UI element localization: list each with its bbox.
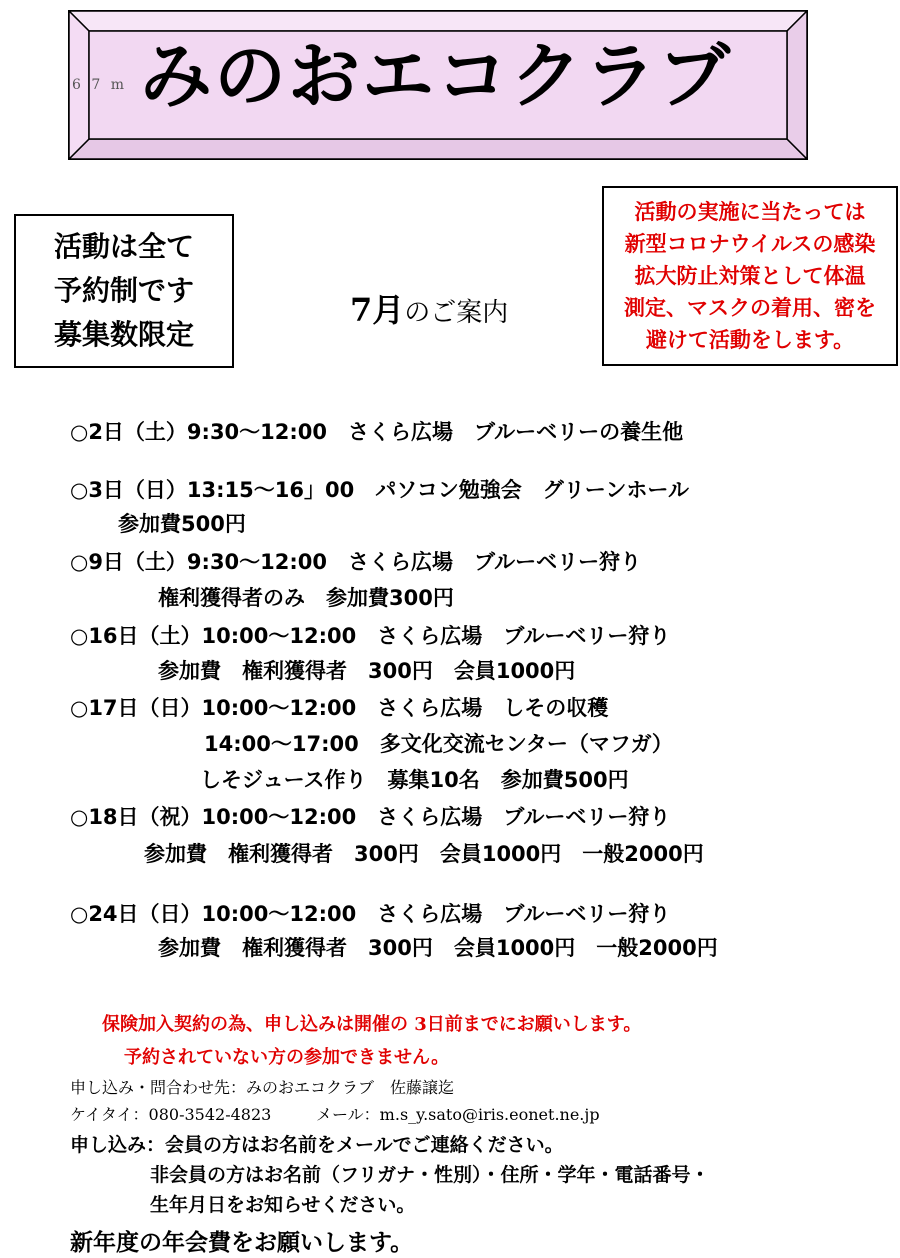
month-guide-heading: [350, 285, 508, 331]
insurance-notice-line-2: 予約されていない方の参加できません。: [124, 1047, 450, 1068]
schedule-item-17th-detail: しそジュース作り 募集10名 参加費500円: [200, 768, 629, 792]
covid-notice-box: [602, 186, 898, 366]
schedule-item-3rd-detail: 参加費500円: [118, 512, 246, 536]
schedule-item-17th-afternoon: 14:00〜17:00 多文化交流センター（マフガ）: [204, 732, 673, 756]
schedule-item-9th: ○9日（土）9:30〜12:00 さくら広場 ブルーベリー狩り: [70, 550, 642, 574]
schedule-item-17th: ○17日（日）10:00〜12:00 さくら広場 しその収穫: [70, 696, 609, 720]
covid-line-3: 拡大防止対策として体温: [634, 263, 866, 288]
schedule-item-24th-detail: 参加費 権利獲得者 300円 会員1000円 一般2000円: [158, 936, 718, 960]
application-members: 申し込み：会員の方はお名前をメールでご連絡ください。: [70, 1134, 564, 1156]
reservation-line-3: 募集数限定: [53, 318, 194, 351]
contact-email: メール：m.s_y.sato@iris.eonet.ne.jp: [316, 1105, 600, 1124]
covid-line-2: 新型コロナウイルスの感染: [624, 231, 876, 256]
schedule-item-18th-detail: 参加費 権利獲得者 300円 会員1000円 一般2000円: [144, 842, 704, 866]
schedule-item-16th: ○16日（土）10:00〜12:00 さくら広場 ブルーベリー狩り: [70, 624, 671, 648]
schedule-item-24th: ○24日（日）10:00〜12:00 さくら広場 ブルーベリー狩り: [70, 902, 671, 926]
contact-inquiry: 申し込み・問合わせ先：みのおエコクラブ 佐藤譲迄: [70, 1078, 455, 1097]
annual-fee-notice: 新年度の年会費をお願いします。: [70, 1230, 414, 1256]
contact-phone: ケイタイ：080-3542-4823: [70, 1105, 272, 1124]
reservation-line-2: 予約制です: [53, 274, 194, 307]
schedule-item-9th-detail: 権利獲得者のみ 参加費300円: [158, 586, 454, 610]
covid-line-4: 測定、マスクの着用、密を: [624, 295, 876, 320]
insurance-notice-line-1: 保険加入契約の為、申し込みは開催の 3日前までにお願いします。: [102, 1014, 642, 1035]
application-nonmembers: 非会員の方はお名前（フリガナ・性別）・住所・学年・電話番号・: [150, 1164, 710, 1186]
reservation-notice-box: [14, 214, 234, 368]
schedule-item-3rd: ○3日（日）13:15〜16」00 パソコン勉強会 グリーンホール: [70, 478, 689, 502]
schedule-item-18th: ○18日（祝）10:00〜12:00 さくら広場 ブルーベリー狩り: [70, 805, 671, 829]
covid-line-5: 避けて活動をします。: [645, 327, 855, 352]
month-label: 7月: [350, 291, 405, 329]
month-guide-suffix: のご案内: [404, 298, 509, 328]
reservation-line-1: 活動は全て: [53, 230, 194, 263]
title-small-text: 6 7 m: [72, 77, 127, 93]
covid-line-1: 活動の実施に当たっては: [634, 199, 866, 224]
page-title: みのおエコクラブ: [140, 34, 733, 118]
schedule-item-2nd: ○2日（土）9:30〜12:00 さくら広場 ブルーベリーの養生他: [70, 420, 684, 444]
schedule-item-16th-detail: 参加費 権利獲得者 300円 会員1000円: [158, 659, 576, 683]
application-nonmembers-cont: 生年月日をお知らせください。: [150, 1194, 416, 1216]
